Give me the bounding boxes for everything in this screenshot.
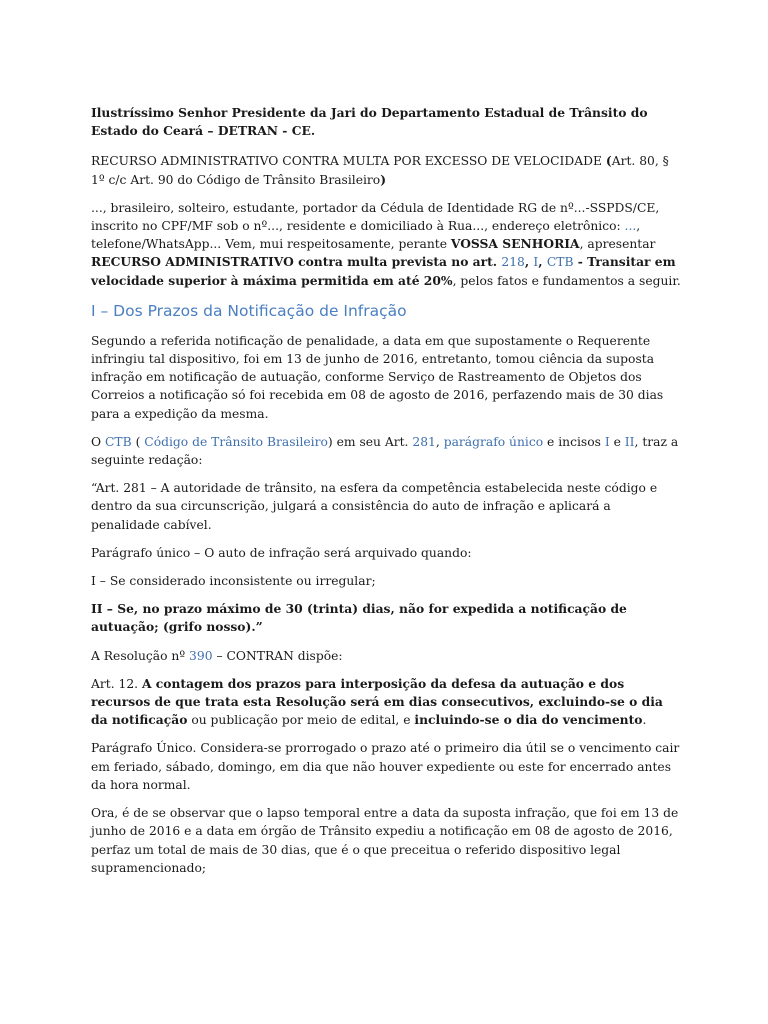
intro-comma-1: , (524, 254, 534, 270)
art12-text-1: Art. 12. (91, 676, 142, 691)
art12-bold-2: incluindo-se o dia do vencimento (414, 712, 643, 728)
recurso-paren-open: ( (605, 153, 612, 169)
link-art-218[interactable]: 218 (501, 255, 525, 270)
para2-text-6: e (609, 434, 625, 449)
quote-art-281: “Art. 281 – A autoridade de trânsito, na esfera da competência estabelecida neste código e dentro da sua circunscrição, julgará a consistência do auto de infração e aplicará a penalidade cabível. (91, 481, 658, 532)
intro-text-3: , apresentar (579, 237, 656, 252)
link-ctb-2[interactable]: CTB (105, 434, 132, 449)
para2-text-5: e incisos (543, 434, 605, 449)
recurso-heading-prefix: RECURSO ADMINISTRATIVO CONTRA MULTA POR EXCESSO DE VELOCIDADE (91, 154, 606, 169)
section-heading-prazos: I – Dos Prazos da Notificação de Infração (91, 301, 407, 320)
link-resolucao-390[interactable]: 390 (189, 648, 213, 663)
paragraph-notificacao: Segundo a referida notificação de penalidade, a data em que supostamente o Requerente infringiu tal dispositivo, foi em 13 de junho de 2016, entretanto, tomou ciência da suposta infração em notificação de autuação, conforme Serviço de Rastreamento de Objetos dos Correios a notificação só foi recebida em 08 de agosto de 2016, perfazendo mais de 30 dias para a expedição da mesma. (91, 333, 664, 421)
para2-text-1: O (91, 434, 105, 449)
quote-paragrafo-unico: Parágrafo único – O auto de infração será arquivado quando: (91, 545, 472, 560)
art12-text-2: ou publicação por meio de edital, e (187, 713, 415, 728)
resolucao-paragraph (91, 647, 681, 665)
recurso-heading (91, 152, 681, 188)
intro-comma-2: , (538, 254, 547, 270)
quote-inciso-ii: II – Se, no prazo máximo de 30 (trinta) dias, não for expedida a notificação de autuação; (grifo nosso).” (91, 601, 627, 635)
link-art-281[interactable]: 281 (412, 434, 436, 449)
resolucao-text-2: – CONTRAN dispõe: (212, 648, 343, 663)
art12-bold-1: A contagem dos prazos para interposição da defesa da autuação e dos recursos de que trata esta Resolução será em dias consecutivos, excluindo-se o dia da notificação (91, 675, 663, 728)
quote-inciso-i: I – Se considerado inconsistente ou irregular; (91, 574, 376, 589)
paragraph-ctb-art-281 (91, 433, 681, 469)
link-codigo-transito[interactable]: Código de Trânsito Brasileiro (144, 434, 328, 449)
email-link[interactable]: ... (624, 219, 637, 234)
intro-text-1: ..., brasileiro, solteiro, estudante, portador da Cédula de Identidade RG de nº...-SSPDS/CE, inscrito no CPF/MF sob o nº..., residente e domiciliado à Rua..., endereço eletrônico: (91, 200, 660, 234)
intro-text-4: , pelos fatos e fundamentos a seguir. (452, 273, 681, 288)
recurso-paren-close: ) (380, 171, 387, 187)
recurso-bold: RECURSO ADMINISTRATIVO contra multa prevista no art. (91, 254, 502, 270)
intro-text-2: , telefone/WhatsApp... Vem, mui respeitosamente, perante (91, 219, 641, 252)
document-title: Ilustríssimo Senhor Presidente da Jari do Departamento Estadual de Trânsito do Estado do Ceará – DETRAN - CE. (91, 105, 648, 139)
para2-text-7: , traz a seguinte redação: (91, 434, 679, 468)
paragraph-ora: Ora, é de se observar que o lapso temporal entre a data da suposta infração, que foi em 13 de junho de 2016 e a data em órgão de Trânsito expediu a notificação em 08 de agosto de 2016, perfaz um total de mais de 30 dias, que é o que preceitua o referido dispositivo legal supramencionado; (91, 806, 679, 875)
link-inciso-i[interactable]: I (533, 255, 539, 270)
link-inciso-i-2[interactable]: I (604, 434, 610, 449)
recurso-article: Art. 80, § 1º c/c Art. 90 do Código de Trânsito Brasileiro (91, 154, 669, 187)
paragrafo-unico-prorrogado: Parágrafo Único. Considera-se prorrogado o prazo até o primeiro dia útil se o vencimento cair em feriado, sábado, domingo, em dia que não houver expediente ou este for encerrado antes da hora normal. (91, 741, 680, 792)
art-12-paragraph (91, 675, 681, 730)
art12-text-3: . (642, 713, 647, 728)
link-ctb[interactable]: CTB (546, 255, 574, 270)
para2-text-4: , (435, 434, 444, 449)
link-inciso-ii[interactable]: II (624, 434, 635, 449)
link-paragrafo-unico[interactable]: parágrafo único (443, 434, 544, 449)
vossa-senhoria: VOSSA SENHORIA (450, 236, 580, 252)
resolucao-text-1: A Resolução nº (91, 648, 190, 663)
document-page (91, 104, 681, 887)
intro-bold-rest: - Transitar em velocidade superior à máxima permitida em até 20% (91, 254, 676, 288)
para2-text-3: ) em seu Art. (327, 434, 413, 449)
intro-paragraph (91, 199, 681, 290)
para2-text-2: ( (131, 434, 145, 449)
